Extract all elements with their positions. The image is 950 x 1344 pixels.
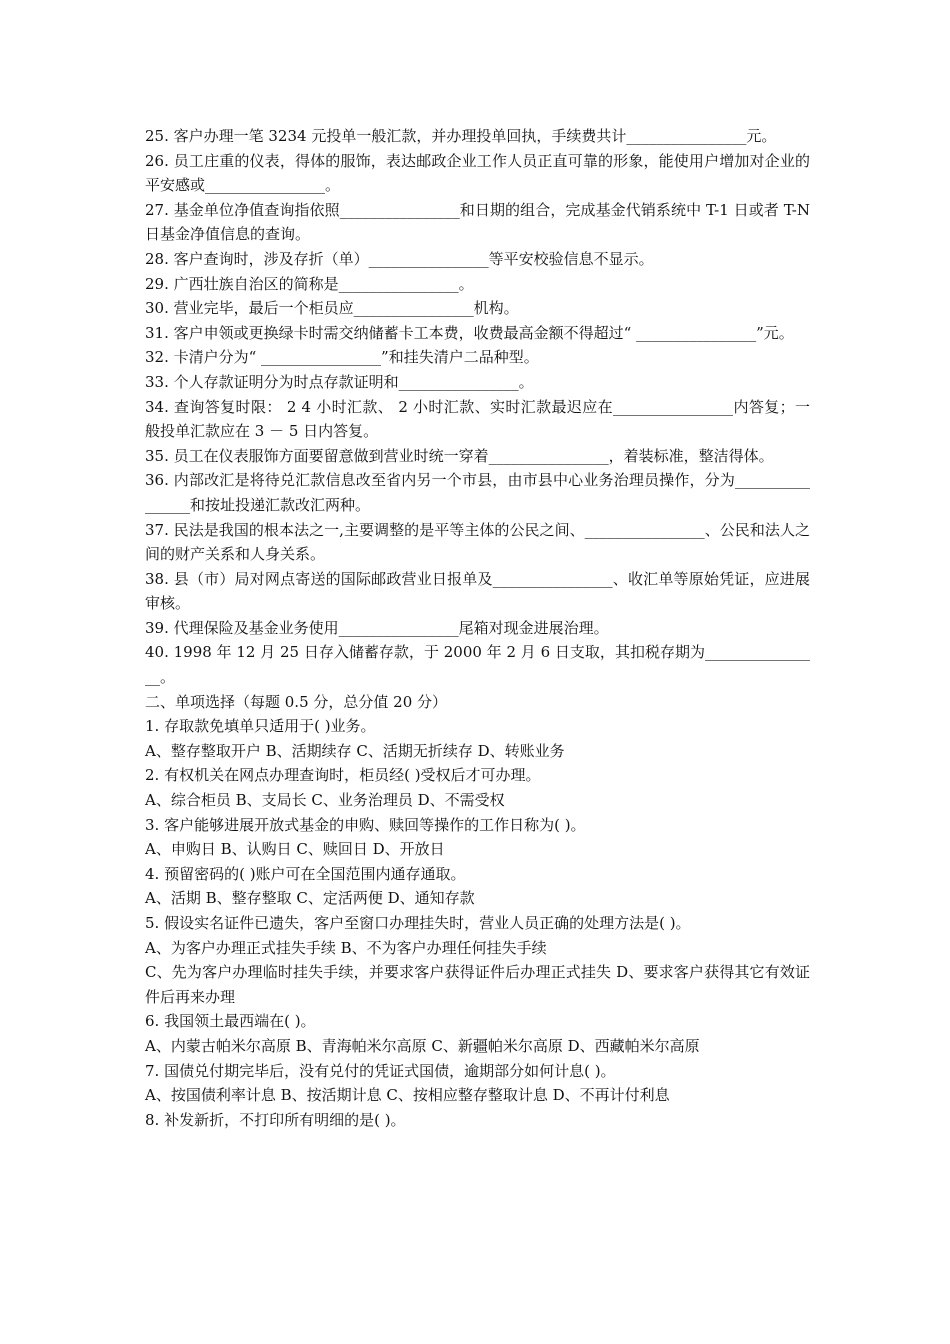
question-30: 30. 营业完毕，最后一个柜员应________________机构。 <box>145 299 519 318</box>
mc-question-5: 5. 假设实名证件已遗失，客户至窗口办理挂失时，营业人员正确的处理方法是( )。 <box>145 914 691 932</box>
question-28: 28. 客户查询时，涉及存折（单）________________等平安校验信息不显示。 <box>145 249 654 268</box>
mc-options-5a: A、为客户办理正式挂失手续 B、不为客户办理任何挂失手续 <box>145 938 547 957</box>
mc-options-4: A、活期 B、整存整取 C、定活两便 D、通知存款 <box>145 889 475 908</box>
question-39: 39. 代理保险及基金业务使用________________尾箱对现金进展治理。 <box>145 618 609 637</box>
question-29: 29. 广西壮族自治区的简称是________________。 <box>145 274 474 293</box>
question-34: 34. 查询答复时限： 2 4 小时汇款、 2 小时汇款、实时汇款最迟应在________________内答复；一般投单汇款应在 3 － 5 日内答复。 <box>145 397 810 441</box>
question-32: 32. 卡清户分为“ ________________”和挂失清户二品种型。 <box>145 348 539 367</box>
mc-options-1: A、整存整取开户 B、活期续存 C、活期无折续存 D、转账业务 <box>145 741 565 760</box>
mc-question-7: 7. 国债兑付期完毕后，没有兑付的凭证式国债，逾期部分如何计息( )。 <box>145 1061 616 1080</box>
mc-question-6: 6. 我国领土最西端在( )。 <box>145 1012 316 1031</box>
question-38: 38. 县（市）局对网点寄送的国际邮政营业日报单及________________、收汇单等原始凭证，应进展审核。 <box>145 569 810 613</box>
question-33: 33. 个人存款证明分为时点存款证明和________________。 <box>145 372 534 391</box>
mc-question-4: 4. 预留密码的( )账户可在全国范围内通存通取。 <box>145 864 466 883</box>
mc-options-2: A、综合柜员 B、支局长 C、业务治理员 D、不需受权 <box>145 791 505 810</box>
mc-question-8: 8. 补发新折，不打印所有明细的是( )。 <box>145 1110 406 1129</box>
mc-options-3: A、申购日 B、认购日 C、赎回日 D、开放日 <box>145 840 445 859</box>
mc-options-7: A、按国债利率计息 B、按活期计息 C、按相应整存整取计息 D、不再计付利息 <box>145 1086 670 1105</box>
mc-options-5b: C、先为客户办理临时挂失手续，并要求客户获得证件后办理正式挂失 D、要求客户获得其它有效证件后再来办理 <box>145 963 810 1006</box>
mc-options-6: A、内蒙古帕米尔高原 B、青海帕米尔高原 C、新疆帕米尔高原 D、西藏帕米尔高原 <box>145 1036 700 1055</box>
section-heading: 二、单项选择（每题 0.5 分，总分值 20 分） <box>145 692 448 711</box>
question-26: 26. 员工庄重的仪表，得体的服饰，表达邮政企业工作人员正直可靠的形象，能使用户增加对企业的平安感或________________。 <box>145 151 810 195</box>
question-37: 37. 民法是我国的根本法之一,主要调整的是平等主体的公民之间、________________、公民和法人之间的财产关系和人身关系。 <box>145 520 810 564</box>
question-40: 40. 1998 年 12 月 25 日存入储蓄存款，于 2000 年 2 月 6 日支取，其扣税存期为________________。 <box>145 643 810 687</box>
question-35: 35. 员工在仪表服饰方面要留意做到营业时统一穿着________________，着装标准，整洁得体。 <box>145 446 774 465</box>
document-body <box>145 124 810 1132</box>
mc-question-2: 2. 有权机关在网点办理查询时，柜员经( )受权后才可办理。 <box>145 766 541 785</box>
mc-question-3: 3. 客户能够进展开放式基金的申购、赎回等操作的工作日称为( )。 <box>145 815 586 834</box>
question-27: 27. 基金单位净值查询指依照________________和日期的组合，完成基金代销系统中 T-1 日或者 T-N 日基金净值信息的查询。 <box>145 200 810 244</box>
question-31: 31. 客户申领或更换绿卡时需交纳储蓄卡工本费，收费最高金额不得超过“ ________________”元。 <box>145 323 794 342</box>
question-36: 36. 内部改汇是将待兑汇款信息改至省内另一个市县，由市县中心业务治理员操作，分为________________和按址投递汇款改汇两种。 <box>145 471 810 514</box>
question-25: 25. 客户办理一笔 3234 元投单一般汇款，并办理投单回执，手续费共计________________元。 <box>145 127 777 145</box>
mc-question-1: 1. 存取款免填单只适用于( )业务。 <box>145 717 376 736</box>
